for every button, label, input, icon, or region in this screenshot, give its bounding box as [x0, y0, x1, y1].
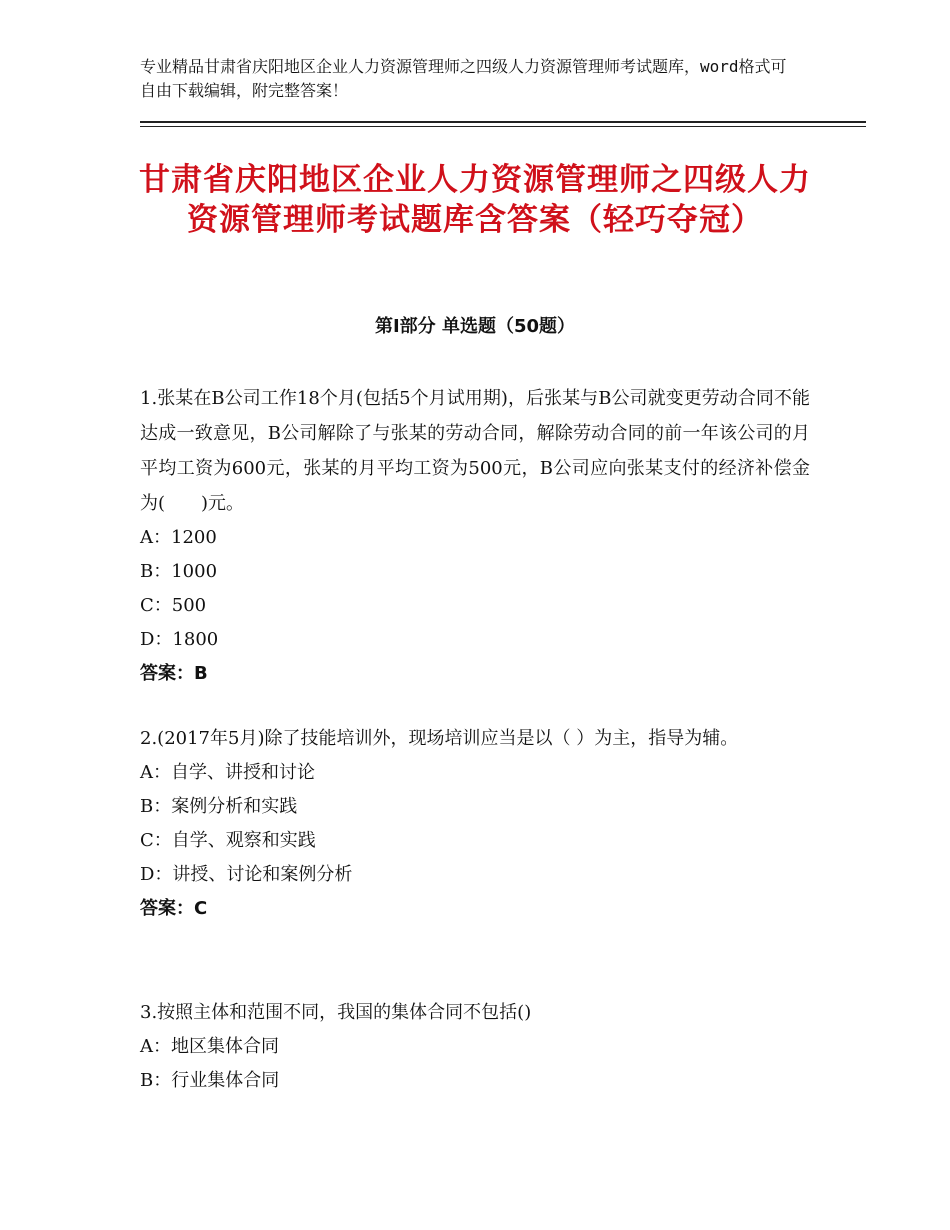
- answer: 答案：B: [140, 663, 208, 684]
- section-title: 第Ⅰ部分 单选题（50题）: [374, 316, 575, 337]
- option-b: B：案例分析和实践: [140, 796, 298, 817]
- question-2: [140, 721, 810, 926]
- question-stem: 3.按照主体和范围不同，我国的集体合同不包括(): [140, 1002, 532, 1023]
- header-rule-thick: [140, 121, 866, 123]
- option-c: C：自学、观察和实践: [140, 830, 316, 851]
- question-3: [140, 995, 810, 1098]
- option-c: C：500: [140, 595, 207, 616]
- option-d: D：讲授、讨论和案例分析: [140, 864, 353, 885]
- option-d: D：1800: [140, 629, 219, 650]
- option-a: A：1200: [140, 527, 217, 548]
- answer: 答案：C: [140, 898, 208, 919]
- question-stem: 2.(2017年5月)除了技能培训外，现场培训应当是以（ ）为主，指导为辅。: [140, 728, 739, 749]
- option-a: A：地区集体合同: [140, 1036, 279, 1057]
- option-b: B：1000: [140, 561, 218, 582]
- header-rule-thin: [140, 126, 866, 127]
- header-note: 专业精品甘肃省庆阳地区企业人力资源管理师之四级人力资源管理师考试题库，word格式可自由下载编辑，附完整答案！: [140, 57, 787, 100]
- question-1: [140, 381, 810, 691]
- option-a: A：自学、讲授和讨论: [140, 762, 315, 783]
- option-b: B：行业集体合同: [140, 1070, 280, 1091]
- document-title: 甘肃省庆阳地区企业人力资源管理师之四级人力资源管理师考试题库含答案（轻巧夺冠）: [139, 162, 811, 238]
- question-stem: 1.张某在B公司工作18个月(包括5个月试用期)，后张某与B公司就变更劳动合同不能达成一致意见，B公司解除了与张某的劳动合同，解除劳动合同的前一年该公司的月平均工资为600元，张某的月平均工资为500元，B公司应向张某支付的经济补偿金为( )元。: [140, 388, 810, 514]
